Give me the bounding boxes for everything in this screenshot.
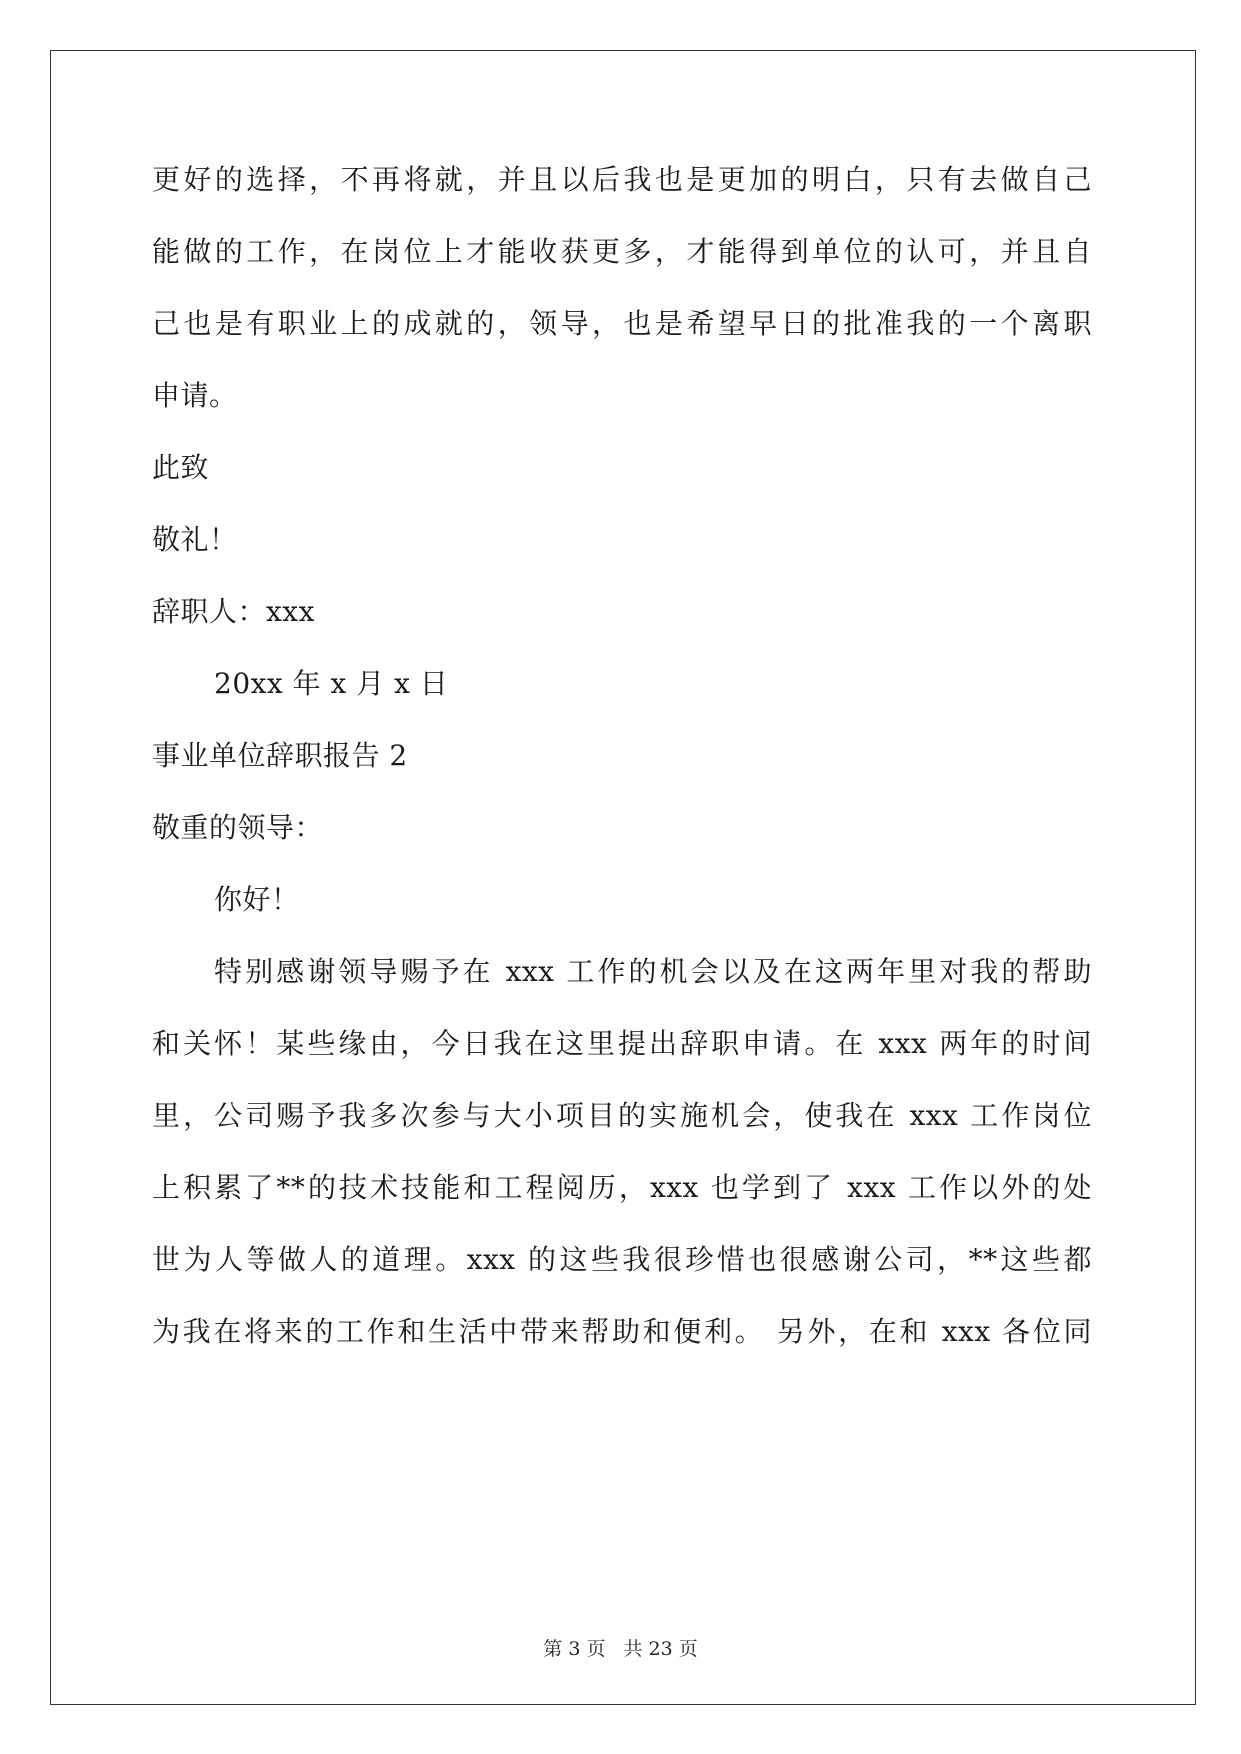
page-border (50, 50, 1196, 1705)
page-total: 共 23 页 (623, 1638, 698, 1660)
text-line: 里，公司赐予我多次参与大小项目的实施机会，使我在 xxx 工作岗位 (152, 1099, 1092, 1132)
text-line: 为我在将来的工作和生活中带来帮助和便利。 另外，在和 xxx 各位同 (152, 1315, 1092, 1348)
page-number: 第 3 页 (543, 1638, 606, 1660)
text-line: 申请。 (152, 379, 238, 412)
closing-regards: 敬礼！ (152, 523, 238, 556)
letter-greeting: 敬重的领导： (152, 811, 324, 844)
text-line: 和关怀！某些缘由，今日我在这里提出辞职申请。在 xxx 两年的时间 (152, 1027, 1092, 1060)
text-line: 能做的工作，在岗位上才能收获更多，才能得到单位的认可，并且自 (152, 235, 1092, 268)
text-line: 特别感谢领导赐予在 xxx 工作的机会以及在这两年里对我的帮助 (214, 955, 1092, 988)
text-line: 更好的选择，不再将就，并且以后我也是更加的明白，只有去做自己 (152, 163, 1092, 196)
letter-date: 20xx 年 x 月 x 日 (214, 667, 449, 700)
closing-salutation: 此致 (152, 451, 210, 484)
text-line: 世为人等做人的道理。xxx 的这些我很珍惜也很感谢公司，**这些都 (152, 1243, 1092, 1276)
hello-line: 你好！ (214, 883, 300, 916)
resigner-name: 辞职人：xxx (152, 595, 315, 628)
text-line: 上积累了**的技术技能和工程阅历，xxx 也学到了 xxx 工作以外的处 (152, 1171, 1092, 1204)
section-title: 事业单位辞职报告 2 (152, 739, 408, 772)
text-line: 己也是有职业上的成就的，领导，也是希望早日的批准我的一个离职 (152, 307, 1092, 340)
page-footer (0, 1637, 1241, 1661)
